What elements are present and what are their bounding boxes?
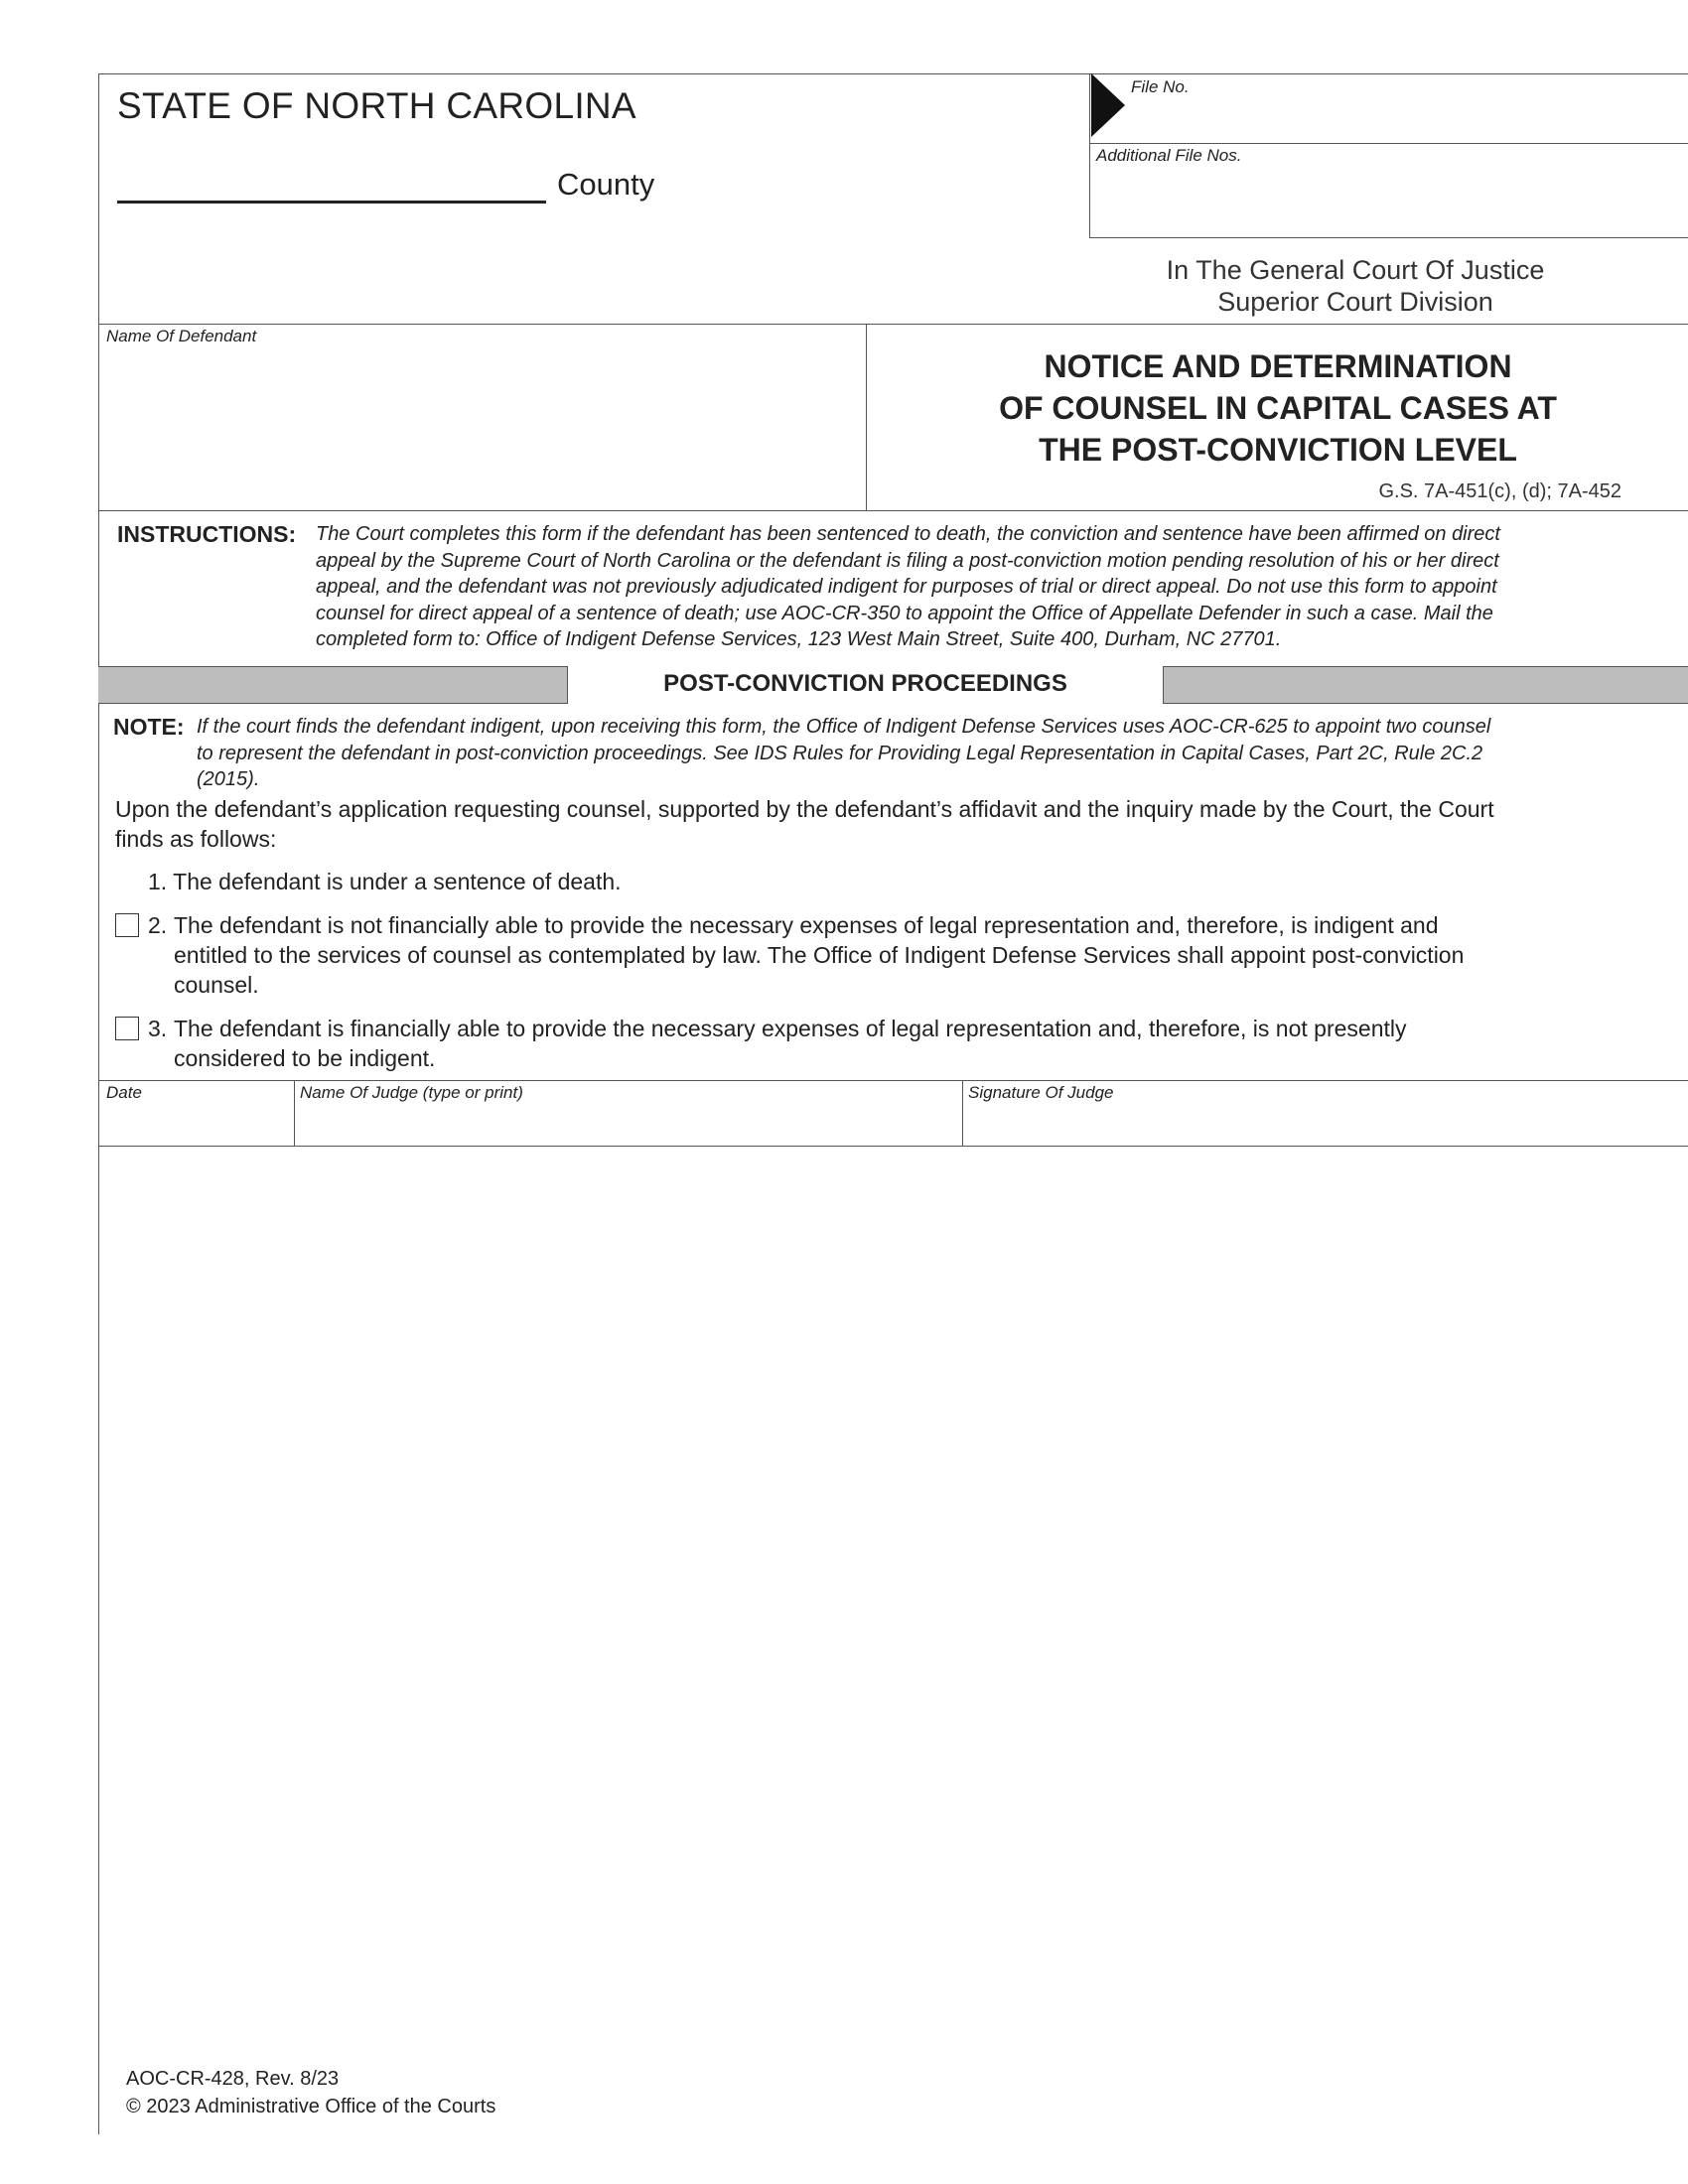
court-line-1: In The General Court Of Justice — [1166, 255, 1545, 285]
signature-row-bottom — [98, 1146, 1688, 1147]
additional-file-nos-field[interactable] — [1096, 169, 1672, 234]
instructions-text — [316, 521, 1686, 653]
file-box-bottom — [1089, 237, 1688, 238]
note-line-3: (2015). — [197, 768, 260, 790]
date-field[interactable] — [106, 1106, 285, 1142]
finding-3-line-1: The defendant is financially able to provide the necessary expenses of legal representation and, therefore, is not presently — [174, 1016, 1407, 1041]
findings-intro — [115, 794, 1684, 854]
signature-row-top — [98, 1080, 1688, 1081]
finding-2-line-3: counsel. — [174, 972, 259, 998]
county-field[interactable] — [117, 167, 546, 204]
finding-1: 1. The defendant is under a sentence of death. — [148, 869, 622, 894]
judge-name-field[interactable] — [300, 1106, 955, 1142]
signature-divider-1 — [294, 1080, 295, 1146]
note-heading: NOTE: — [113, 714, 185, 740]
finding-2-checkbox[interactable] — [115, 913, 139, 937]
instructions-line-2: appeal by the Supreme Court of North Carolina or the defendant is filing a post-conviction motion pending resolution of his or her direct — [316, 549, 1499, 572]
form-title-line-3: THE POST-CONVICTION LEVEL — [1039, 432, 1517, 468]
instructions-heading: INSTRUCTIONS: — [117, 521, 297, 547]
additional-file-nos-label: Additional File Nos. — [1096, 146, 1242, 165]
instructions-line-3: appeal, and the defendant was not previously adjudicated indigent for purposes of trial or direct appeal. Do not use this form to appoint — [316, 576, 1497, 598]
form-number: AOC-CR-428, Rev. 8/23 — [126, 2068, 340, 2090]
finding-2-number: 2. — [148, 912, 168, 938]
form-title-line-1: NOTICE AND DETERMINATION — [1044, 348, 1512, 384]
defendant-row-top — [98, 324, 1688, 325]
signature-divider-2 — [962, 1080, 963, 1146]
court-name — [1132, 254, 1579, 318]
finding-2-line-2: entitled to the services of counsel as contemplated by law. The Office of Indigent Defense Services shall appoint post-conviction — [174, 942, 1465, 968]
copyright: © 2023 Administrative Office of the Courts — [126, 2096, 496, 2117]
instructions-line-4: counsel for direct appeal of a sentence of death; use AOC-CR-350 to appoint the Office of Appellate Defender in such a case. Mail the — [316, 602, 1493, 624]
finding-2-line-1: The defendant is not financially able to provide the necessary expenses of legal representation and, therefore, is indigent and — [174, 912, 1439, 938]
form-title — [868, 345, 1688, 471]
section-title: POST-CONVICTION PROCEEDINGS — [567, 666, 1164, 704]
footer — [126, 2065, 495, 2120]
defendant-title-divider — [866, 324, 867, 510]
court-line-2: Superior Court Division — [1217, 287, 1493, 317]
county-label: County — [557, 167, 655, 202]
findings-intro-line-2: finds as follows: — [115, 826, 277, 852]
note-text — [197, 714, 1686, 793]
file-box-left-border — [1089, 73, 1090, 238]
judge-signature-field[interactable] — [968, 1106, 1673, 1142]
defendant-name-label: Name Of Defendant — [106, 327, 257, 345]
note-line-2: to represent the defendant in post-conviction proceedings. See IDS Rules for Providing Legal Representation in Capital Cases, Part 2C, Rule 2C.2 — [197, 742, 1483, 764]
instructions-line-1: The Court completes this form if the defendant has been sentenced to death, the conviction and sentence have been affirmed on direct — [316, 523, 1500, 545]
judge-signature-label: Signature Of Judge — [968, 1083, 1114, 1102]
file-arrow-icon — [1091, 73, 1125, 137]
finding-3-line-2: considered to be indigent. — [174, 1045, 436, 1071]
left-border — [98, 73, 99, 2134]
judge-name-label: Name Of Judge (type or print) — [300, 1083, 523, 1102]
form-title-line-2: OF COUNSEL IN CAPITAL CASES AT — [999, 390, 1557, 426]
file-no-label: File No. — [1131, 77, 1190, 96]
file-no-field[interactable] — [1131, 99, 1667, 139]
finding-2-text — [174, 910, 1683, 1000]
defendant-row-bottom — [98, 510, 1688, 511]
defendant-name-field[interactable] — [106, 349, 851, 498]
findings-intro-line-1: Upon the defendant’s application requesting counsel, supported by the defendant’s affidavit and the inquiry made by the Court, the Court — [115, 796, 1494, 822]
state-title: STATE OF NORTH CAROLINA — [117, 85, 636, 126]
instructions-line-5: completed form to: Office of Indigent Defense Services, 123 West Main Street, Suite 400, Durham, NC 27701. — [316, 628, 1282, 650]
date-label: Date — [106, 1083, 142, 1102]
note-line-1: If the court finds the defendant indigent, upon receiving this form, the Office of Indigent Defense Services uses AOC-CR-625 to appoint two counsel — [197, 716, 1491, 738]
top-border — [98, 73, 1688, 74]
finding-3-checkbox[interactable] — [115, 1017, 139, 1040]
finding-3-number: 3. — [148, 1016, 168, 1041]
statute-reference: G.S. 7A-451(c), (d); 7A-452 — [1378, 480, 1621, 502]
file-no-divider — [1089, 143, 1688, 144]
finding-3-text — [174, 1014, 1683, 1073]
